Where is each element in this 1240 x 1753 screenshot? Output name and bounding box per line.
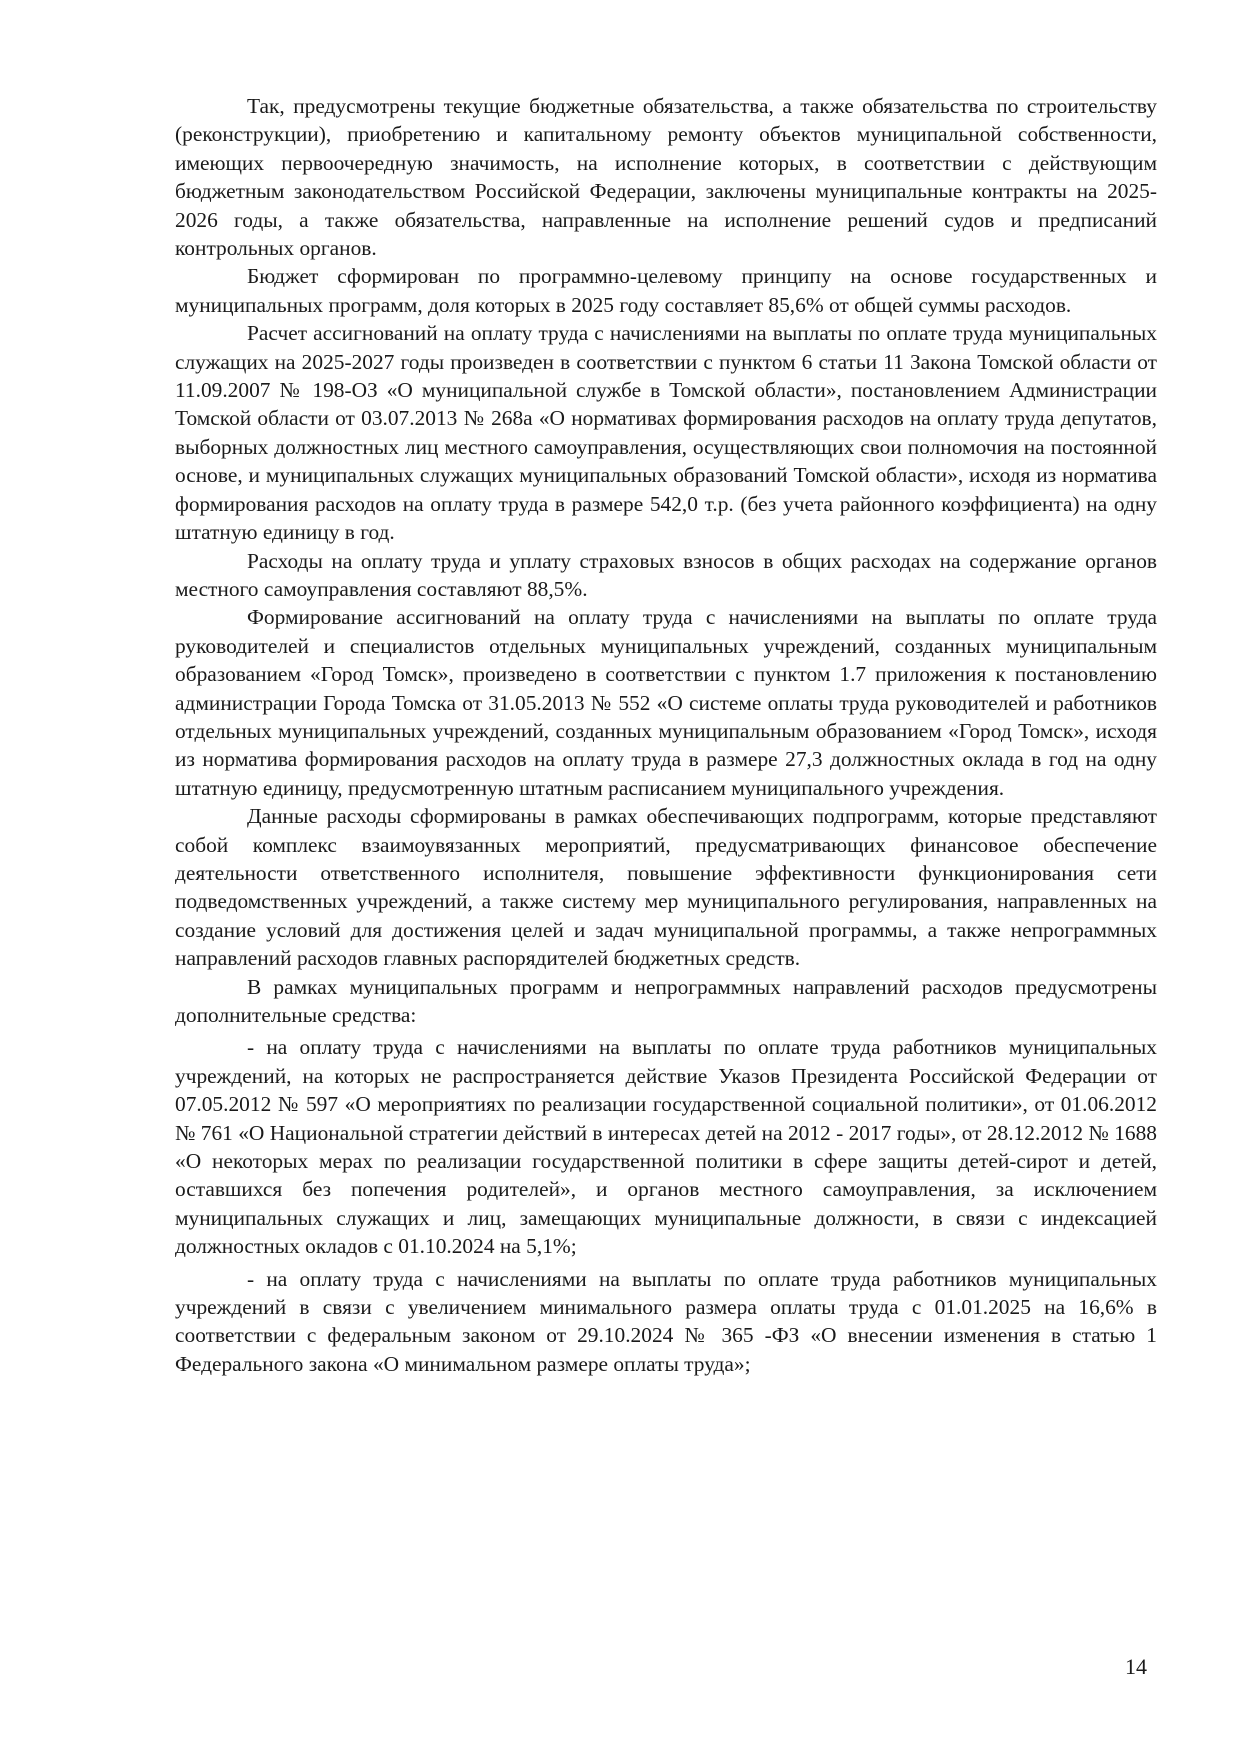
paragraph-municipal-servants-pay: Расчет ассигнований на оплату труда с начислениями на выплаты по оплате труда муниципальных служащих на 2025-2027 годы произведен в соответствии с пунктом 6 статьи 11 Закона Томской области от 11.09.2007 № 198-ОЗ «О муниципальной службе в Томской области», постановлением Администрации Томской области от 03.07.2013 № 268а «О нормативах формирования расходов на оплату труда депутатов, выборных должностных лиц местного самоуправления, осуществляющих свои полномочия на постоянной основе, и муниципальных служащих муниципальных образований Томской области», исходя из норматива формирования расходов на оплату труда в размере 542,0 т.р. (без учета районного коэффициента) на одну штатную единицу в год. <box>175 321 1157 545</box>
list-item-indexation: - на оплату труда с начислениями на выплаты по оплате труда работников муниципальных учреждений, на которых не распространяется действие Указов Президента Российской Федерации от 07.05.2012 № 597 «О мероприятиях по реализации государственной социальной политики», от 01.06.2012 № 761 «О Национальной стратегии действий в интересах детей на 2012 - 2017 годы», от 28.12.2012 № 1688 «О некоторых мерах по реализации государственной политики в сфере защиты детей-сирот и детей, оставшихся без попечения родителей», и органов местного самоуправления, за исключением муниципальных служащих и лиц, замещающих муниципальные должности, в связи с индексацией должностных окладов с 01.10.2024 на 5,1%; <box>175 1035 1157 1259</box>
paragraph-additional-funds: В рамках муниципальных программ и непрограммных направлений расходов предусмотрены дополнительные средства: <box>175 974 1157 1027</box>
list-item-minimum-wage: - на оплату труда с начислениями на выплаты по оплате труда работников муниципальных учреждений в связи с увеличением минимального размера оплаты труда с 01.01.2025 на 16,6% в соответствии с федеральным законом от 29.10.2024 № 365 -ФЗ «О внесении изменения в статью 1 Федерального закона «О минимальном размере оплаты труда»; <box>175 1266 1157 1376</box>
page-number: 14 <box>1125 1654 1147 1679</box>
paragraph-support-subprograms: Данные расходы сформированы в рамках обеспечивающих подпрограмм, которые представляют собой комплекс взаимоувязанных мероприятий, предусматривающих финансовое обеспечение деятельности ответственного исполнителя, повышение эффективности функционирования сети подведомственных учреждений, а также систему мер муниципального регулирования, направленных на создание условий для достижения целей и задач муниципальной программы, а также непрограммных направлений расходов главных распорядителей бюджетных средств. <box>175 804 1157 971</box>
paragraph-institution-pay: Формирование ассигнований на оплату труда с начислениями на выплаты по оплате труда руководителей и специалистов отдельных муниципальных учреждений, созданных муниципальным образованием «Город Томск», произведено в соответствии с пунктом 1.7 приложения к постановлению администрации Города Томска от 31.05.2013 № 552 «О системе оплаты труда руководителей и работников отдельных муниципальных учреждений, созданных муниципальным образованием «Город Томск», исходя из норматива формирования расходов на оплату труда в размере 27,3 должностных оклада в год на одну штатную единицу, предусмотренную штатным расписанием муниципального учреждения. <box>175 605 1157 800</box>
paragraph-budget-obligations: Так, предусмотрены текущие бюджетные обязательства, а также обязательства по строительству (реконструкции), приобретению и капитальному ремонту объектов муниципальной собственности, имеющих первоочередную значимость, на исполнение которых, в соответствии с действующим бюджетным законодательством Российской Федерации, заключены муниципальные контракты на 2025-2026 годы, а также обязательства, направленные на исполнение решений судов и предписаний контрольных органов. <box>175 94 1157 261</box>
document-page <box>175 92 1157 1378</box>
paragraph-pay-share: Расходы на оплату труда и уплату страховых взносов в общих расходах на содержание органов местного самоуправления составляют 88,5%. <box>175 548 1157 601</box>
paragraph-program-principle: Бюджет сформирован по программно-целевому принципу на основе государственных и муниципальных программ, доля которых в 2025 году составляет 85,6% от общей суммы расходов. <box>175 264 1157 317</box>
